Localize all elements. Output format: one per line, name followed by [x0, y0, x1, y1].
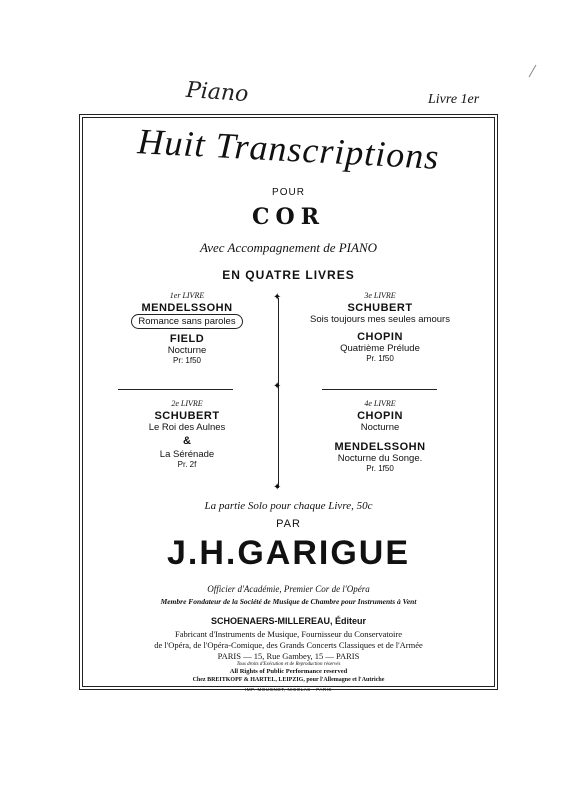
quatre-livres: EN QUATRE LIVRES	[222, 268, 355, 282]
distributor: Chez BREITKOPF & HARTEL, LEIPZIG, pour l'Allemagne et l'Autriche	[192, 677, 385, 683]
column-divider	[278, 298, 279, 488]
publisher-name: SCHOENAERS-MILLEREAU, Éditeur	[210, 616, 366, 626]
composer: CHOPIN	[357, 331, 403, 343]
piece-title: Nocturne	[167, 345, 207, 356]
handwritten-note: Piano	[185, 77, 250, 108]
author-name: J.H.GARIGUE	[166, 534, 411, 572]
author-title: Officier d'Académie, Premier Cor de l'Opéra	[207, 584, 370, 594]
piece-title: Nocturne du Songe.	[337, 453, 423, 464]
livre-2-label: 2e LIVRE	[171, 399, 203, 408]
livre-4	[300, 399, 460, 473]
price: Pr. 1f50	[366, 354, 394, 363]
composer: MENDELSSOHN	[141, 302, 233, 314]
composer: SCHUBERT	[347, 302, 413, 314]
separator-right	[322, 389, 437, 390]
publisher-address: PARIS — 15, Rue Gambey, 15 — PARIS	[217, 651, 360, 661]
composer: FIELD	[169, 333, 205, 345]
piece-title: Sois toujours mes seules amours	[310, 314, 450, 325]
composer: SCHUBERT	[154, 410, 220, 422]
price: Pr. 2f	[177, 460, 197, 469]
livre-1	[112, 291, 262, 365]
separator-left	[118, 389, 233, 390]
piece-title: Quatrième Prélude	[340, 343, 420, 354]
price: Pr. 1f50	[366, 464, 394, 473]
main-title: Huit Transcriptions	[136, 121, 441, 177]
publisher-line: Fabricant d'Instruments de Musique, Fournisseur du Conservatoire	[175, 629, 402, 639]
composer: MENDELSSOHN	[334, 441, 426, 453]
solo-price: La partie Solo pour chaque Livre, 50c	[204, 500, 373, 512]
rights-fr: Tous droits d'Exécution et de Reproduction réservés	[236, 662, 341, 667]
livre-label: Livre 1er	[428, 92, 480, 107]
author-membership: Membre Fondateur de la Société de Musique de Chambre pour Instruments à Vent	[160, 597, 417, 606]
price: Pr: 1f50	[172, 356, 201, 365]
rights-en: All Rights of Public Performance reserved	[229, 668, 348, 675]
pour-text: POUR	[272, 187, 305, 198]
livre-2	[112, 399, 262, 469]
accompaniment-text: Avec Accompagnement de PIANO	[200, 240, 377, 255]
publisher-line: de l'Opéra, de l'Opéra-Comique, des Grands Concerts Classiques et de l'Armée	[154, 640, 423, 650]
livre-1-label: 1er LIVRE	[169, 291, 205, 300]
ampersand: &	[183, 435, 191, 447]
livre-3-label: 3e LIVRE	[364, 291, 396, 300]
par-text: PAR	[276, 518, 301, 530]
piece-title: Nocturne	[360, 422, 400, 433]
livre-3	[300, 291, 460, 363]
imprint: IMP. MOUGNOT, NICOLAS - PARIS	[245, 687, 332, 692]
composer: CHOPIN	[357, 410, 403, 422]
piece-title-circled: Romance sans paroles	[131, 314, 242, 329]
livre-4-label: 4e LIVRE	[364, 399, 396, 408]
piece-title: La Sérénade	[159, 449, 215, 460]
piece-title: Le Roi des Aulnes	[148, 422, 226, 433]
instrument-title: COR	[252, 204, 325, 230]
pencil-mark	[529, 65, 537, 78]
divider-ornament-bottom: ✦	[273, 482, 282, 493]
divider-ornament-middle: ✦	[273, 381, 282, 392]
divider-ornament-top: ✦	[273, 292, 282, 303]
